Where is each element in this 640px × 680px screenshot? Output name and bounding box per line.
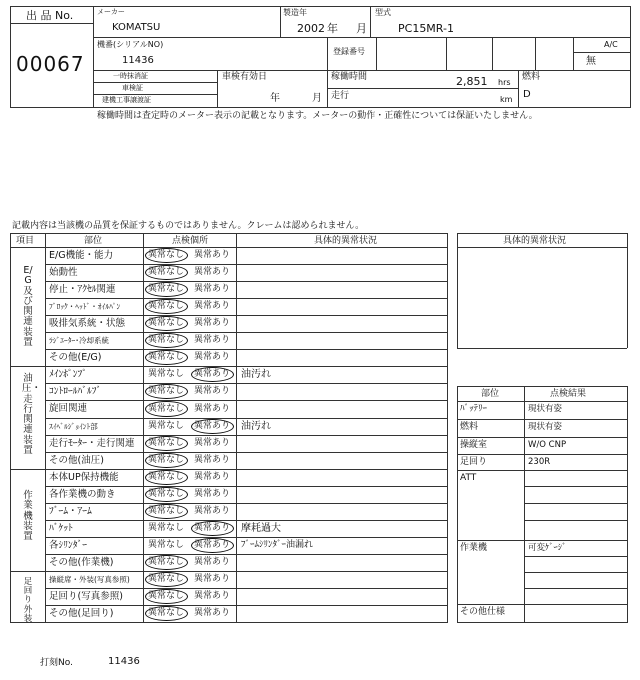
results-part-header: 部位 [481,389,500,399]
normal-option: 異常なし [148,574,185,584]
part-label: 旋回関連 [49,403,88,414]
maker-label: メーカー [97,8,125,16]
part-label: 吸排気系統・状態 [49,318,126,329]
selected-status-oval [191,538,234,553]
selected-status-oval [145,606,188,621]
results-part: 燃料 [460,422,479,432]
abnormal-option: 異常あり [194,301,231,311]
model-label: 型式 [375,8,391,17]
registration-label: 登録番号 [333,47,365,56]
selected-status-oval [145,589,188,604]
selected-status-oval [145,436,188,451]
normal-option: 異常なし [148,404,185,414]
fuel-label: 燃料 [522,72,541,82]
part-label: E/G機能・能力 [49,250,114,261]
km-unit: km [500,95,513,104]
maker-value: KOMATSU [112,22,161,33]
fuel-value: D [523,89,531,100]
abnormal-option: 異常あり [194,267,231,277]
results-value: W/O CNP [528,440,567,450]
normal-option: 異常なし [148,472,185,482]
part-label: その他(足回り) [49,608,114,619]
abnormal-option: 異常あり [194,489,231,499]
part-label: ﾊﾞｹｯﾄ [49,523,73,534]
abnormal-option: 異常あり [194,557,231,567]
abnormal-option: 異常あり [194,404,231,414]
abnormal-option: 異常あり [194,591,231,601]
normal-option: 異常なし [148,540,185,550]
normal-option: 異常なし [148,386,185,396]
selected-status-oval [145,316,188,331]
abnormal-option: 異常あり [194,421,231,431]
part-label: 操縦席・外装(写真参照) [49,575,130,584]
abnormal-option: 異常あり [194,540,231,550]
normal-option: 異常なし [148,608,185,618]
quality-disclaimer: 記載内容は当該機の品質を保証するものではありません。クレームは認められません。 [12,221,365,231]
part-label: その他(油圧) [49,455,104,466]
normal-option: 異常なし [148,284,185,294]
part-label: ﾒｲﾝﾎﾟﾝﾌﾟ [49,369,88,380]
selected-status-oval [145,487,188,502]
normal-option: 異常なし [148,421,185,431]
category-work-equipment: 作業機装置 [23,490,33,542]
results-value: 230R [528,457,551,467]
stamp-label: 打刻No. [40,658,73,668]
selected-status-oval [145,333,188,348]
abnormal-detail: 油汚れ [241,421,271,432]
lot-no: 00067 [16,52,85,76]
inspection-month-unit: 月 [312,93,322,104]
part-label: 本体UP保持機能 [49,472,119,483]
part-label: ﾗｼﾞｴｰﾀｰ･冷却系統 [49,336,109,345]
year-unit: 年 [327,22,338,35]
part-label: 走行ﾓｰﾀｰ・走行関連 [49,438,135,449]
part-label: その他(E/G) [49,352,102,363]
part-label: 始動性 [49,267,78,278]
normal-option: 異常なし [148,267,185,277]
selected-status-oval [145,350,188,365]
year-value: 2002 [297,22,325,35]
abnormal-detail: 油汚れ [241,369,271,380]
abnormal-detail: 摩耗過大 [241,523,281,534]
normal-option: 異常なし [148,506,185,516]
abnormal-option: 異常あり [194,608,231,618]
abnormal-option: 異常あり [194,574,231,584]
temp-permit: 一時抹消証 [113,72,148,80]
model-value: PC15MR-1 [398,22,454,35]
inspection-label: 車検有効日 [222,72,268,82]
ac-value: 無 [586,56,596,67]
normal-option: 異常なし [148,455,185,465]
selected-status-oval [145,248,188,263]
part-label: ｽｲﾍﾞﾙｼﾞｮｲﾝﾄ部 [49,422,98,431]
selected-status-oval [191,367,234,382]
hours-value: 2,851 [456,75,488,88]
abnormal-option: 異常あり [194,284,231,294]
normal-option: 異常なし [148,489,185,499]
abnormal-option: 異常あり [194,455,231,465]
abnormal-option: 異常あり [194,506,231,516]
selected-status-oval [145,401,188,417]
selected-status-oval [191,521,234,536]
abnormal-option: 異常あり [194,386,231,396]
serial-label: 機番(シリアルNO) [97,40,164,49]
results-part: 作業機 [460,543,488,553]
part-label: 各ｼﾘﾝﾀﾞｰ [49,540,88,551]
selected-status-oval [145,282,188,297]
side-detail-header: 具体的異常状況 [503,236,567,246]
col-detail-header: 具体的異常状況 [314,236,378,246]
abnormal-option: 異常あり [194,438,231,448]
col-check-header: 点検個所 [172,236,209,246]
abnormal-option: 異常あり [194,318,231,328]
selected-status-oval [145,265,188,280]
normal-option: 異常なし [148,318,185,328]
selected-status-oval [145,470,188,485]
results-result-header: 点検結果 [550,389,587,399]
normal-option: 異常なし [148,557,185,567]
year-label: 製造年 [283,8,307,17]
month-unit: 月 [356,22,367,35]
ac-label: A/C [604,40,618,49]
category-engine: E/G及び関連装置 [23,265,33,348]
vehicle-cert: 車検証 [122,84,143,92]
selected-status-oval [145,504,188,519]
part-label: 足回り(写真参照) [49,591,123,602]
category-hydraulic: 油圧・走行関連装置 [22,373,42,456]
results-value: 現状有姿 [528,422,563,432]
serial-value: 11436 [122,55,154,66]
inspection-year-unit: 年 [270,93,280,104]
col-part-header: 部位 [84,236,103,246]
selected-status-oval [145,299,188,314]
results-value: 現状有姿 [528,404,563,414]
part-label: その他(作業機) [49,557,114,568]
machine-cert: 建機工事譲渡証 [102,96,151,104]
results-part: 足回り [460,457,488,467]
normal-option: 異常なし [148,301,185,311]
part-label: ｺﾝﾄﾛｰﾙﾊﾞﾙﾌﾞ [49,386,102,397]
abnormal-option: 異常あり [194,523,231,533]
results-value: 可変ｹﾞｰｼﾞ [528,543,567,553]
abnormal-detail: ﾌﾞｰﾑｼﾘﾝﾀﾞｰ油漏れ [241,540,314,550]
abnormal-option: 異常あり [194,250,231,260]
results-part: その他仕様 [460,607,506,617]
part-label: ﾌﾞﾛｯｸ・ﾍｯﾄﾞ・ｵｲﾙﾊﾟﾝ [49,302,121,311]
selected-status-oval [145,453,188,468]
selected-status-oval [145,384,188,399]
abnormal-option: 異常あり [194,352,231,362]
normal-option: 異常なし [148,438,185,448]
abnormal-option: 異常あり [194,369,231,379]
normal-option: 異常なし [148,591,185,601]
hours-disclaimer: 稼働時間は査定時のメーター表示の記載となります。メーターの動作・正確性については保証いたしません。 [97,111,538,121]
selected-status-oval [145,555,188,570]
selected-status-oval [191,419,234,434]
results-part: 操縦室 [460,440,488,450]
col-item-header: 項目 [16,236,35,246]
normal-option: 異常なし [148,335,185,345]
category-undercarriage: 足回り外装 [23,577,33,624]
normal-option: 異常なし [148,523,185,533]
results-part: ATT [460,473,477,483]
selected-status-oval [145,572,188,587]
part-label: 停止・ｱｸｾﾙ関連 [49,284,116,295]
normal-option: 異常なし [148,250,185,260]
normal-option: 異常なし [148,369,185,379]
part-label: ﾌﾞｰﾑ・ｱｰﾑ [49,506,92,517]
results-part: ﾊﾞｯﾃﾘｰ [460,404,488,414]
normal-option: 異常なし [148,352,185,362]
hours-label: 稼働時間 [331,72,368,82]
travel-label: 走行 [331,91,350,101]
hours-unit: hrs [498,78,511,87]
abnormal-option: 異常あり [194,472,231,482]
lot-no-label: 出 品 No. [26,9,74,22]
abnormal-option: 異常あり [194,335,231,345]
part-label: 各作業機の動き [49,489,116,500]
stamp-value: 11436 [108,656,140,667]
